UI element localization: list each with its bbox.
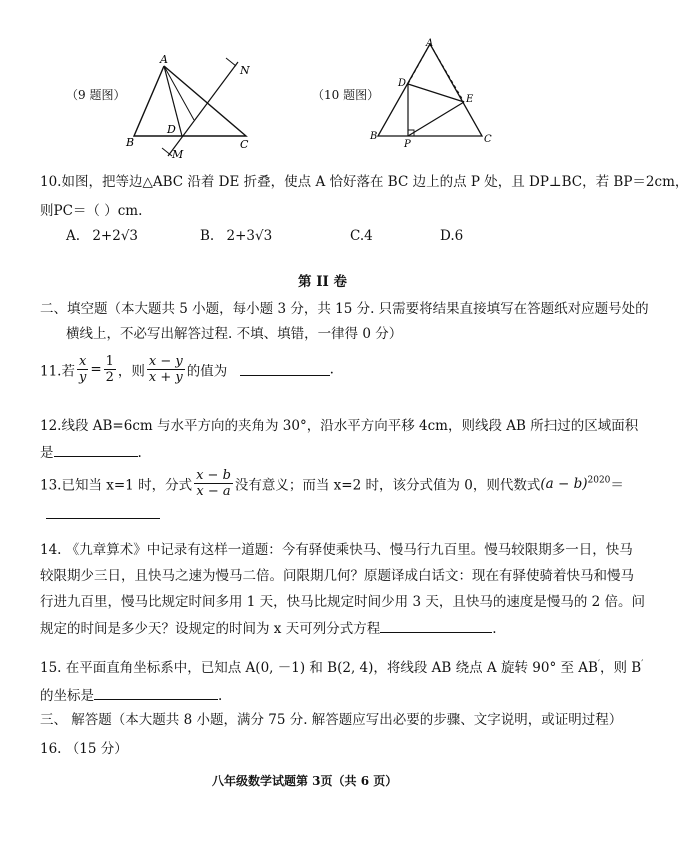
q13-frac-num: x − b — [196, 468, 231, 483]
q11 — [40, 354, 334, 385]
q13-expr-base: (a − b) — [540, 475, 588, 492]
q13-expr — [540, 476, 610, 492]
q15-line1a: 15. 在平面直角坐标系中，已知点 A(0, －1) 和 B(2, 4)，将线段 AB 绕点 A 旋转 90° 至 AB — [40, 660, 598, 676]
fig9-label-A: A — [160, 53, 168, 66]
page-footer: 八年级数学试题第 3页（共 6 页） — [212, 774, 398, 788]
q13-exponent: 2020 — [587, 475, 611, 486]
solve-header: 三、 解答题（本大题共 8 小题，满分 75 分. 解答题应写出必要的步骤、文字说明，或证明过程） — [40, 712, 623, 728]
q13-prefix: 13.已知当 x=1 时，分式 — [40, 477, 193, 494]
fig9-label-N: N — [240, 64, 250, 77]
q10-option-c: C.4 — [350, 228, 373, 244]
q11-frac3-num: x − y — [148, 354, 183, 369]
q11-frac-half — [104, 354, 116, 385]
q11-mid: ，则 — [117, 363, 145, 380]
q10-option-b-text: 2+3√3 — [226, 228, 273, 244]
q11-frac1-num: x — [78, 354, 87, 369]
fill-header-line2: 横线上，不必写出解答过程. 不填、填错，一律得 0 分） — [66, 326, 403, 342]
q10-option-b — [200, 228, 272, 244]
fig9-label-B: B — [126, 136, 135, 149]
q12-end: . — [137, 445, 142, 461]
q11-prefix: 11.若 — [40, 363, 75, 380]
q14-line2: 较限期少三日，且快马之速为慢马二倍。问限期几何？原题译成白话文：现在有驿使骑着快马和慢马 — [40, 568, 634, 584]
q13-answer-blank[interactable] — [46, 506, 160, 519]
q10-option-b-label: B. — [200, 228, 215, 244]
q11-eq: = — [90, 361, 102, 378]
q12-line1: 12.线段 AB=6cm 与水平方向的夹角为 30°，沿水平方向平移 4cm，则线段 AB 所扫过的区域面积 — [40, 418, 639, 434]
q10-option-a-label: A. — [66, 228, 81, 244]
q11-frac3-den: x + y — [148, 370, 183, 385]
q13 — [40, 468, 624, 499]
q14-line4-text: 规定的时间是多少天？设规定的时间为 x 天可列分式方程 — [40, 621, 381, 637]
fig10-label-A: A — [426, 38, 434, 49]
q11-end: . — [329, 361, 334, 378]
q12-answer-blank[interactable] — [54, 444, 138, 457]
fig10-caption: （10 题图） — [312, 88, 380, 102]
q15-line1 — [40, 656, 643, 676]
fig9-bisector-MN — [168, 62, 238, 156]
q13-frac — [194, 468, 233, 499]
fig10-label-D: D — [398, 78, 407, 89]
q14-line1: 14. 《九章算术》中记录有这样一道题：今有驿使乘快马、慢马行九百里。慢马较限期多一日，快马 — [40, 542, 633, 558]
q10-line2: 则PC＝（ ）cm. — [40, 203, 143, 219]
q11-frac-xy — [77, 354, 88, 385]
q15-prime-1: ′ — [597, 659, 600, 670]
figure-10 — [368, 38, 498, 150]
q10-option-a — [66, 228, 138, 244]
q11-frac1-den: y — [78, 370, 87, 385]
q10-option-d: D.6 — [440, 228, 464, 244]
fig9-label-D: D — [167, 123, 176, 136]
q15-line2-text: 的坐标是 — [40, 688, 94, 704]
q13-eq: ＝ — [610, 477, 624, 494]
fig9-label-C: C — [240, 138, 249, 151]
q15-prime-2: ′ — [641, 659, 644, 670]
q14-end: . — [492, 621, 497, 637]
q16-title: 16. （15 分） — [40, 741, 128, 757]
q15-answer-blank[interactable] — [94, 687, 218, 700]
q15-line2 — [40, 684, 222, 704]
q11-frac2-num: 1 — [105, 354, 114, 369]
q14-answer-blank[interactable] — [380, 620, 492, 633]
fig10-label-P: P — [404, 139, 411, 150]
q12-line2 — [40, 441, 142, 461]
fig10-label-C: C — [484, 134, 492, 145]
fig9-caption: （9 题图） — [66, 88, 126, 102]
section2-title: 第 II 卷 — [298, 274, 348, 290]
fig10-PE — [408, 102, 464, 136]
q12-prefix: 是 — [40, 445, 54, 461]
q10-option-a-text: 2+2√3 — [92, 228, 139, 244]
fig10-label-B: B — [370, 131, 378, 142]
q14-line3: 行进九百里，慢马比规定时间多用 1 天，快马比规定时间少用 3 天，且快马的速度是慢马的 2 倍。问 — [40, 594, 646, 610]
q13-frac-den: x − a — [196, 484, 231, 499]
q15-line1b: ，则 B — [600, 660, 642, 676]
q14-line4 — [40, 617, 497, 637]
fig9-arc-n — [226, 58, 236, 66]
fig9-segment-AE — [164, 66, 194, 120]
figure-9 — [120, 48, 260, 164]
q15-end: . — [218, 688, 223, 704]
q11-frac-expr — [147, 354, 185, 385]
fig10-label-E: E — [466, 94, 474, 105]
q13-mid: 没有意义；而当 x=2 时，该分式值为 0，则代数式 — [234, 477, 541, 494]
fig9-label-M: M — [172, 148, 184, 161]
q10-line1: 10.如图，把等边△ABC 沿着 DE 折叠，使点 A 恰好落在 BC 边上的点 P 处，且 DP⊥BC，若 BP＝2cm， — [40, 174, 688, 190]
q11-frac2-den: 2 — [105, 370, 114, 385]
fill-header-line1: 二、填空题（本大题共 5 小题，每小题 3 分，共 15 分. 只需要将结果直接填写在答题纸对应题号处的 — [40, 301, 649, 317]
q11-answer-blank[interactable] — [240, 363, 330, 376]
q11-suffix: 的值为 — [186, 363, 228, 380]
